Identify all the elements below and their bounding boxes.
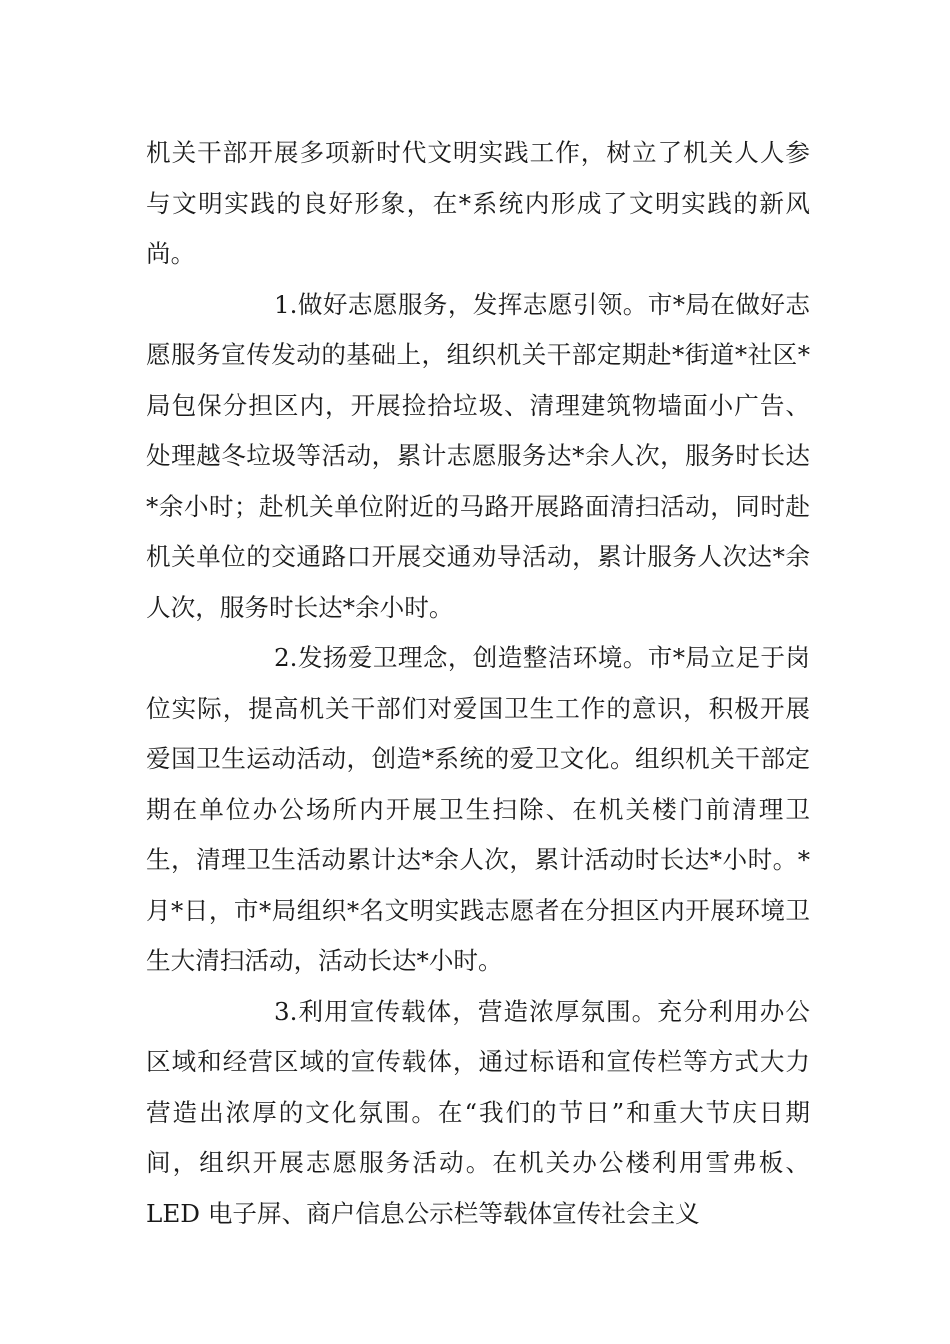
paragraph-item-2: 2.发扬爱卫理念，创造整洁环境。市*局立足于岗位实际，提高机关干部们对爱国卫生工作的意识，积极开展爱国卫生运动活动，创造*系统的爱卫文化。组织机关干部定期在单位办公场所内开展卫生扫除、在机关楼门前清理卫生，清理卫生活动累计达*余人次，累计活动时长达*小时。*月*日，市*局组织*名文明实践志愿者在分担区内开展环境卫生大清扫活动，活动长达*小时。 xyxy=(146,643,810,975)
paragraph-item-3: 3.利用宣传载体，营造浓厚氛围。充分利用办公区域和经营区域的宣传载体，通过标语和宣传栏等方式大力营造出浓厚的文化氛围。在“我们的节日”和重大节庆日期间，组织开展志愿服务活动。在机关办公楼利用雪弗板、LED 电子屏、商户信息公示栏等载体宣传社会主义 xyxy=(146,996,810,1228)
paragraph-intro-continuation: 机关干部开展多项新时代文明实践工作，树立了机关人人参与文明实践的良好形象，在*系统内形成了文明实践的新风尚。 xyxy=(146,138,810,268)
document-body xyxy=(146,128,810,1239)
paragraph-item-1: 1.做好志愿服务，发挥志愿引领。市*局在做好志愿服务宣传发动的基础上，组织机关干部定期赴*街道*社区*局包保分担区内，开展捡拾垃圾、清理建筑物墙面小广告、处理越冬垃圾等活动，累计志愿服务达*余人次，服务时长达*余小时；赴机关单位附近的马路开展路面清扫活动，同时赴机关单位的交通路口开展交通劝导活动，累计服务人次达*余人次，服务时长达*余小时。 xyxy=(146,289,810,622)
